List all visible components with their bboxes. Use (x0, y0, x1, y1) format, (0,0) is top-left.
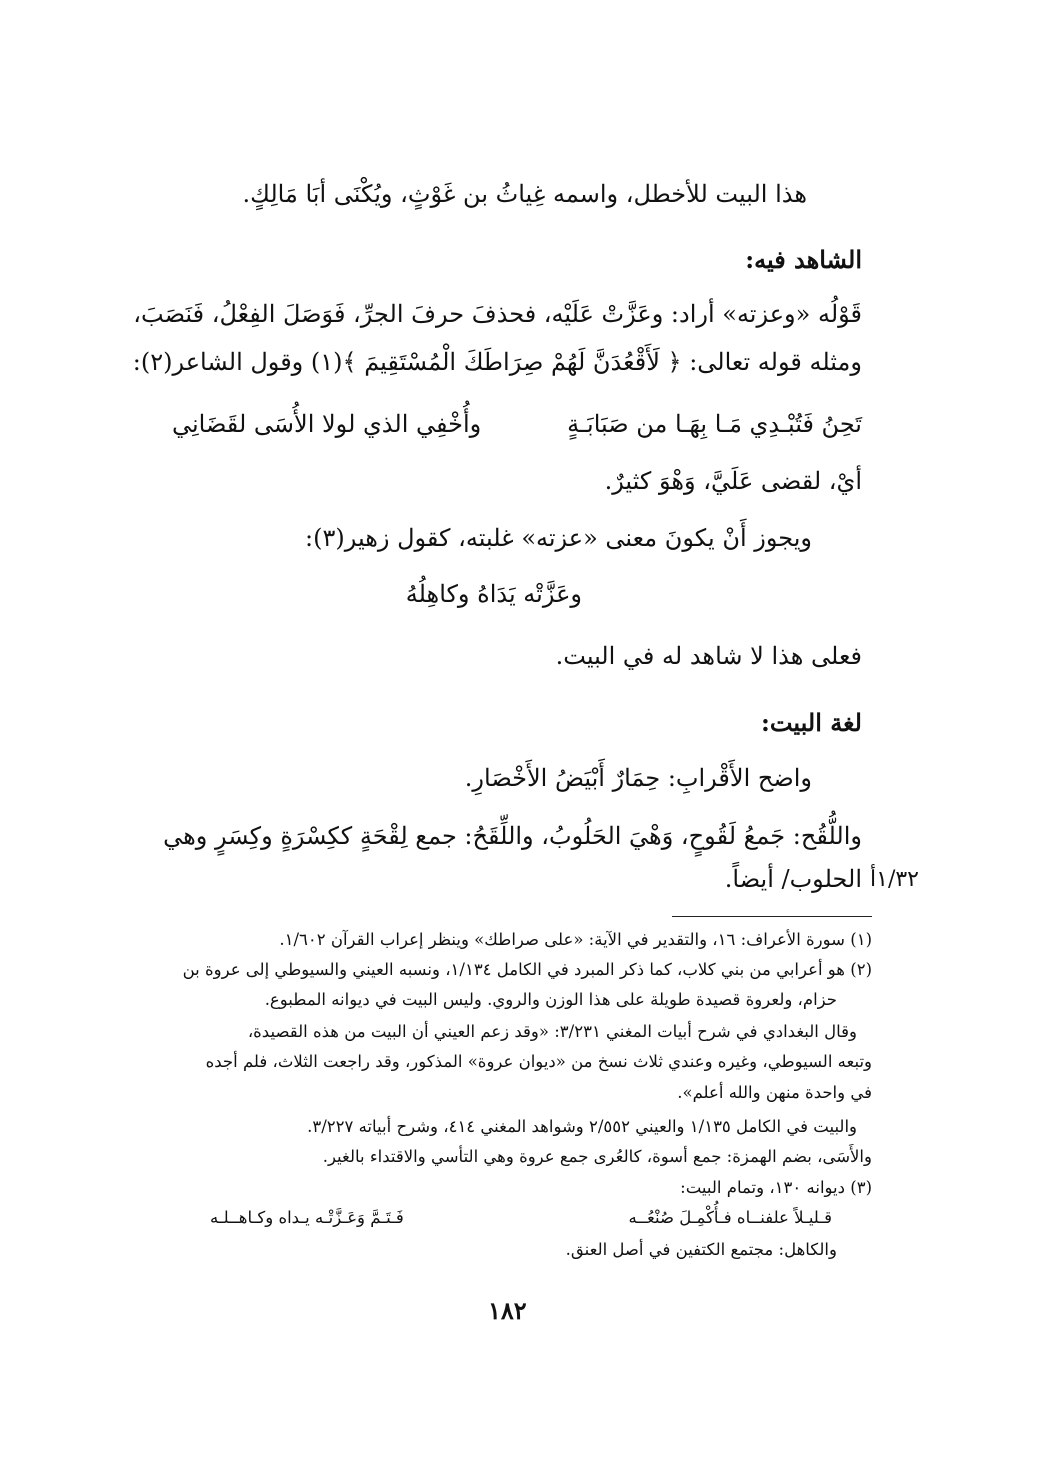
footnote-3-line-b: والكاهل: مجتمع الكتفين في أصل العنق. (565, 1240, 837, 1259)
body-line-4: ومثله قوله تعالى: ﴿ لَأَقْعُدَنَّ لَهُمْ صِرَاطَكَ الْمُسْتَقِيمَ ﴾(١) وقول الشاعر(٢): (132, 348, 862, 376)
body-line-9: فعلى هذا لا شاهد له في البيت. (555, 642, 862, 670)
footnote-3-verse-second-hemistich: فَـتَـمَّ وَعَـزَّتْـه يـداه وكـاهــلـه (210, 1208, 404, 1227)
heading-shahid: الشاهد فيه: (745, 245, 862, 274)
footnote-separator (672, 916, 872, 917)
footnote-2-line-g: والأَسَى، بضم الهمزة: جمع أسوة، كالعُرى جمع عروة وهي التأسي والاقتداء بالغير. (322, 1147, 872, 1166)
body-line-13: الحلوب/ أيضاً. (724, 865, 862, 893)
footnote-2-line-d: وتبعه السيوطي، وغيره وعندي ثلاث نسخ من «ديوان عروة» المذكور، وقد راجعت الثلاث، فلم أجده (205, 1052, 872, 1071)
footnote-1: (١) سورة الأعراف: ١٦، والتقدير في الآية: «على صراطك» وينظر إعراب القرآن ١/٦٠٢. (279, 930, 872, 949)
manuscript-folio-note: ١/٣٢أ (870, 867, 919, 892)
footnote-3-verse-first-hemistich: قـليـلاً علفنــاه فـأُكْمِـلَ صُنْعُــه (628, 1208, 832, 1227)
body-line-7: ويجوز أَنْ يكونَ معنى «عزته» غلبته، كقول زهير(٣): (305, 524, 812, 552)
verse-1-second-hemistich: وأُخْفِي الذي لولا الأُسَى لقَضَانِي (172, 410, 482, 438)
footnote-3-line-a: (٣) ديوانه ١٣٠، وتمام البيت: (680, 1178, 872, 1197)
footnote-2-line-a: (٢) هو أعرابي من بني كلاب، كما ذكر المبرد في الكامل ١/١٣٤، ونسبه العيني والسيوطي إلى عروة بن (182, 960, 872, 979)
body-line-11: واضح الأَقْرابِ: حِمَارٌ أَبْيَضُ الأَخْصَارِ. (464, 764, 812, 792)
footnote-2-line-f: والبيت في الكامل ١/١٣٥ والعيني ٢/٥٥٢ وشواهد المغني ٤١٤، وشرح أبياته ٣/٢٢٧. (307, 1117, 857, 1136)
heading-lugha: لغة البيت: (760, 708, 862, 737)
quoted-hemistich: وعَزَّتْه يَدَاهُ وكاهِلُهُ (405, 580, 582, 608)
body-line-3: قَوْلُه «وعزته» أراد: وعَزَّتْ عَلَيْه، فحذفَ حرفَ الجرِّ، فَوَصَلَ الفِعْلُ، فَنَصَبَ، (133, 300, 862, 328)
footnote-2-line-c: وقال البغدادي في شرح أبيات المغني ٣/٢٣١: «وقد زعم العيني أن البيت من هذه القصيدة، (247, 1022, 857, 1041)
footnote-2-line-b: حزام، ولعروة قصيدة طويلة على هذا الوزن والروي. وليس البيت في ديوانه المطبوع. (264, 990, 837, 1009)
footnote-2-line-e: في واحدة منهن والله أعلم». (677, 1083, 872, 1102)
body-line-1: هذا البيت للأخطل، واسمه غِياثُ بن غَوْثٍ، ويُكْنَى أبَا مَالِكٍ. (242, 180, 807, 208)
verse-1-first-hemistich: تَحِنُ فَتُبْـدِي مَـا بِهَـا من صَبَابَـةٍ (567, 410, 862, 438)
page-number: ١٨٢ (488, 1296, 527, 1325)
body-line-12: واللُّقُح: جَمعُ لَقُوحٍ، وَهْيَ الحَلُوبُ، واللِّقَحُ: جمع لِقْحَةٍ ككِسْرَةٍ وكِسَرٍ وهي (163, 822, 862, 850)
body-line-6: أيْ، لقضى عَلَيَّ، وَهْوَ كثيرٌ. (604, 467, 862, 495)
